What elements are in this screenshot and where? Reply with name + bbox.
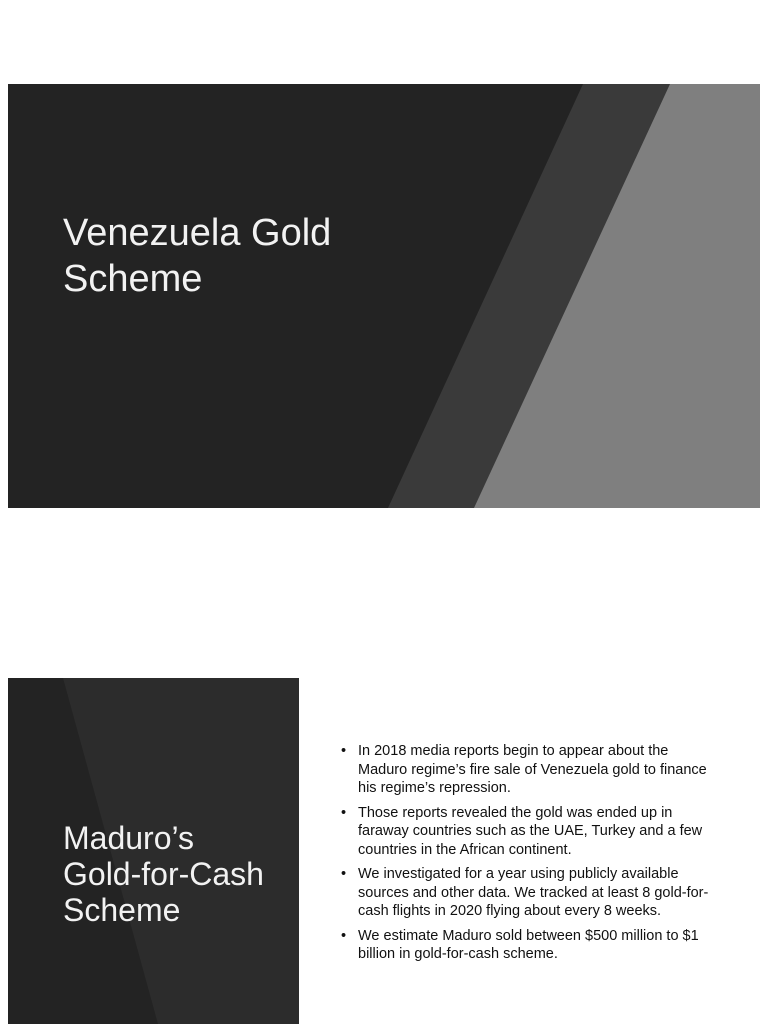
slide-title: Maduro’s Gold-for-Cash Scheme	[63, 820, 264, 928]
bullet-text: We estimate Maduro sold between $500 million to $1 billion in gold-for-cash scheme.	[358, 927, 699, 962]
list-item	[338, 742, 718, 798]
list-item	[338, 865, 718, 921]
bullet-glyph: •	[341, 804, 347, 821]
bullet-text: We investigated for a year using publicly available sources and other data. We tracked at least 8 gold-for-cash flights in 2020 flying about every 8 weeks.	[358, 866, 709, 919]
bullet-text: Those reports revealed the gold was ended up in faraway countries such as the UAE, Turkey and a few countries in the African continent.	[358, 804, 703, 858]
bullet-glyph: •	[341, 866, 347, 882]
content-slide-title-panel	[8, 678, 299, 1024]
slide-title: Venezuela Gold Scheme	[63, 212, 332, 300]
bullet-list	[338, 742, 718, 970]
title-slide	[8, 84, 760, 508]
bullet-text: In 2018 media reports begin to appear about the Maduro regime’s fire sale of Venezuela gold to finance his regime’s repression.	[358, 743, 707, 796]
bullet-glyph: •	[341, 927, 347, 944]
list-item	[338, 804, 718, 860]
bullet-glyph: •	[341, 743, 347, 759]
list-item	[338, 927, 718, 964]
